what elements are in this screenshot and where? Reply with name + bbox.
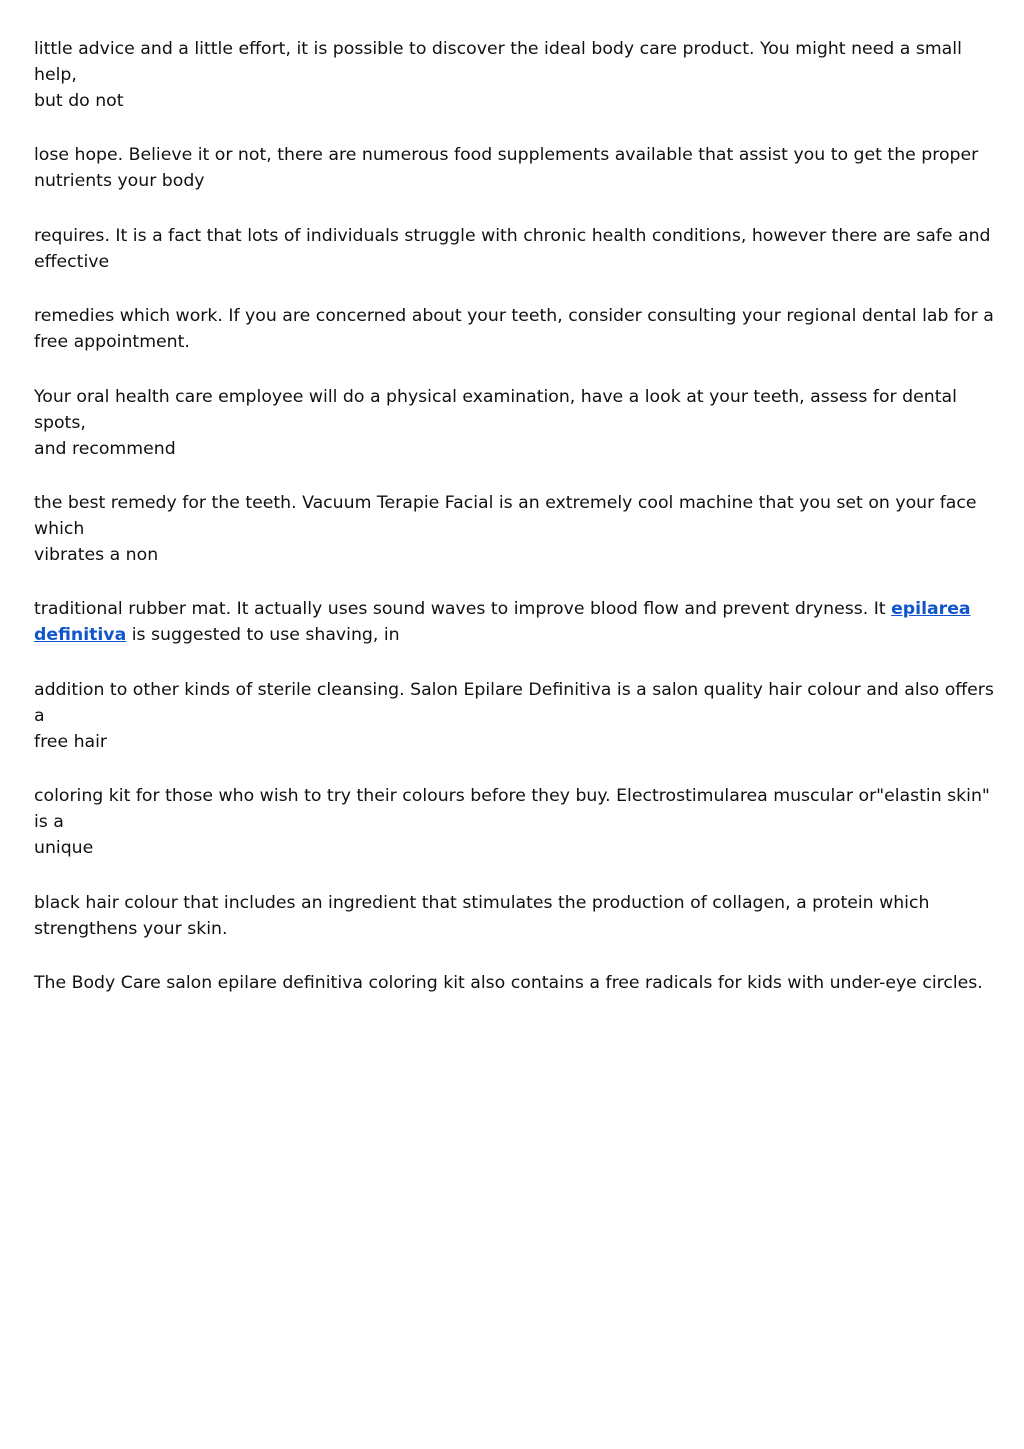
paragraph-5: Your oral health care employee will do a physical examination, have a look at your teeth, assess for dental spots, and recommend <box>34 386 957 459</box>
paragraph-1: little advice and a little effort, it is possible to discover the ideal body care product. You might need a small help, but do not <box>34 39 962 111</box>
paragraph-4: remedies which work. If you are concerned about your teeth, consider consulting your regional dental lab for a free appointment. <box>34 306 994 353</box>
paragraph-3: requires. It is a fact that lots of individuals struggle with chronic health conditions, however there are safe and effective <box>34 225 991 272</box>
paragraph-6: the best remedy for the teeth. Vacuum Terapie Facial is an extremely cool machine that you set on your face which vibrates a non <box>34 492 977 565</box>
paragraph-7-text-after: is suggested to use shaving, in <box>126 625 400 646</box>
paragraph-7-text-before: traditional rubber mat. It actually uses sound waves to improve blood flow and prevent dryness. It <box>34 599 892 620</box>
paragraph-10: black hair colour that includes an ingredient that stimulates the production of collagen, a protein which strengthens your skin. <box>34 892 930 939</box>
paragraph-8: addition to other kinds of sterile cleansing. Salon Epilare Definitiva is a salon quality hair colour and also offers a free hair <box>34 679 994 752</box>
paragraph-7 <box>34 596 994 648</box>
epilarea-definitiva-link[interactable]: epilarea definitiva <box>34 599 971 646</box>
document-body <box>34 36 994 1024</box>
paragraph-2: lose hope. Believe it or not, there are numerous food supplements available that assist you to get the proper nutrients your body <box>34 145 979 192</box>
paragraph-11: The Body Care salon epilare definitiva coloring kit also contains a free radicals for kids with under-eye circles. <box>34 972 983 993</box>
paragraph-9: coloring kit for those who wish to try their colours before they buy. Electrostimularea muscular or"elastin skin" is a unique <box>34 786 990 859</box>
